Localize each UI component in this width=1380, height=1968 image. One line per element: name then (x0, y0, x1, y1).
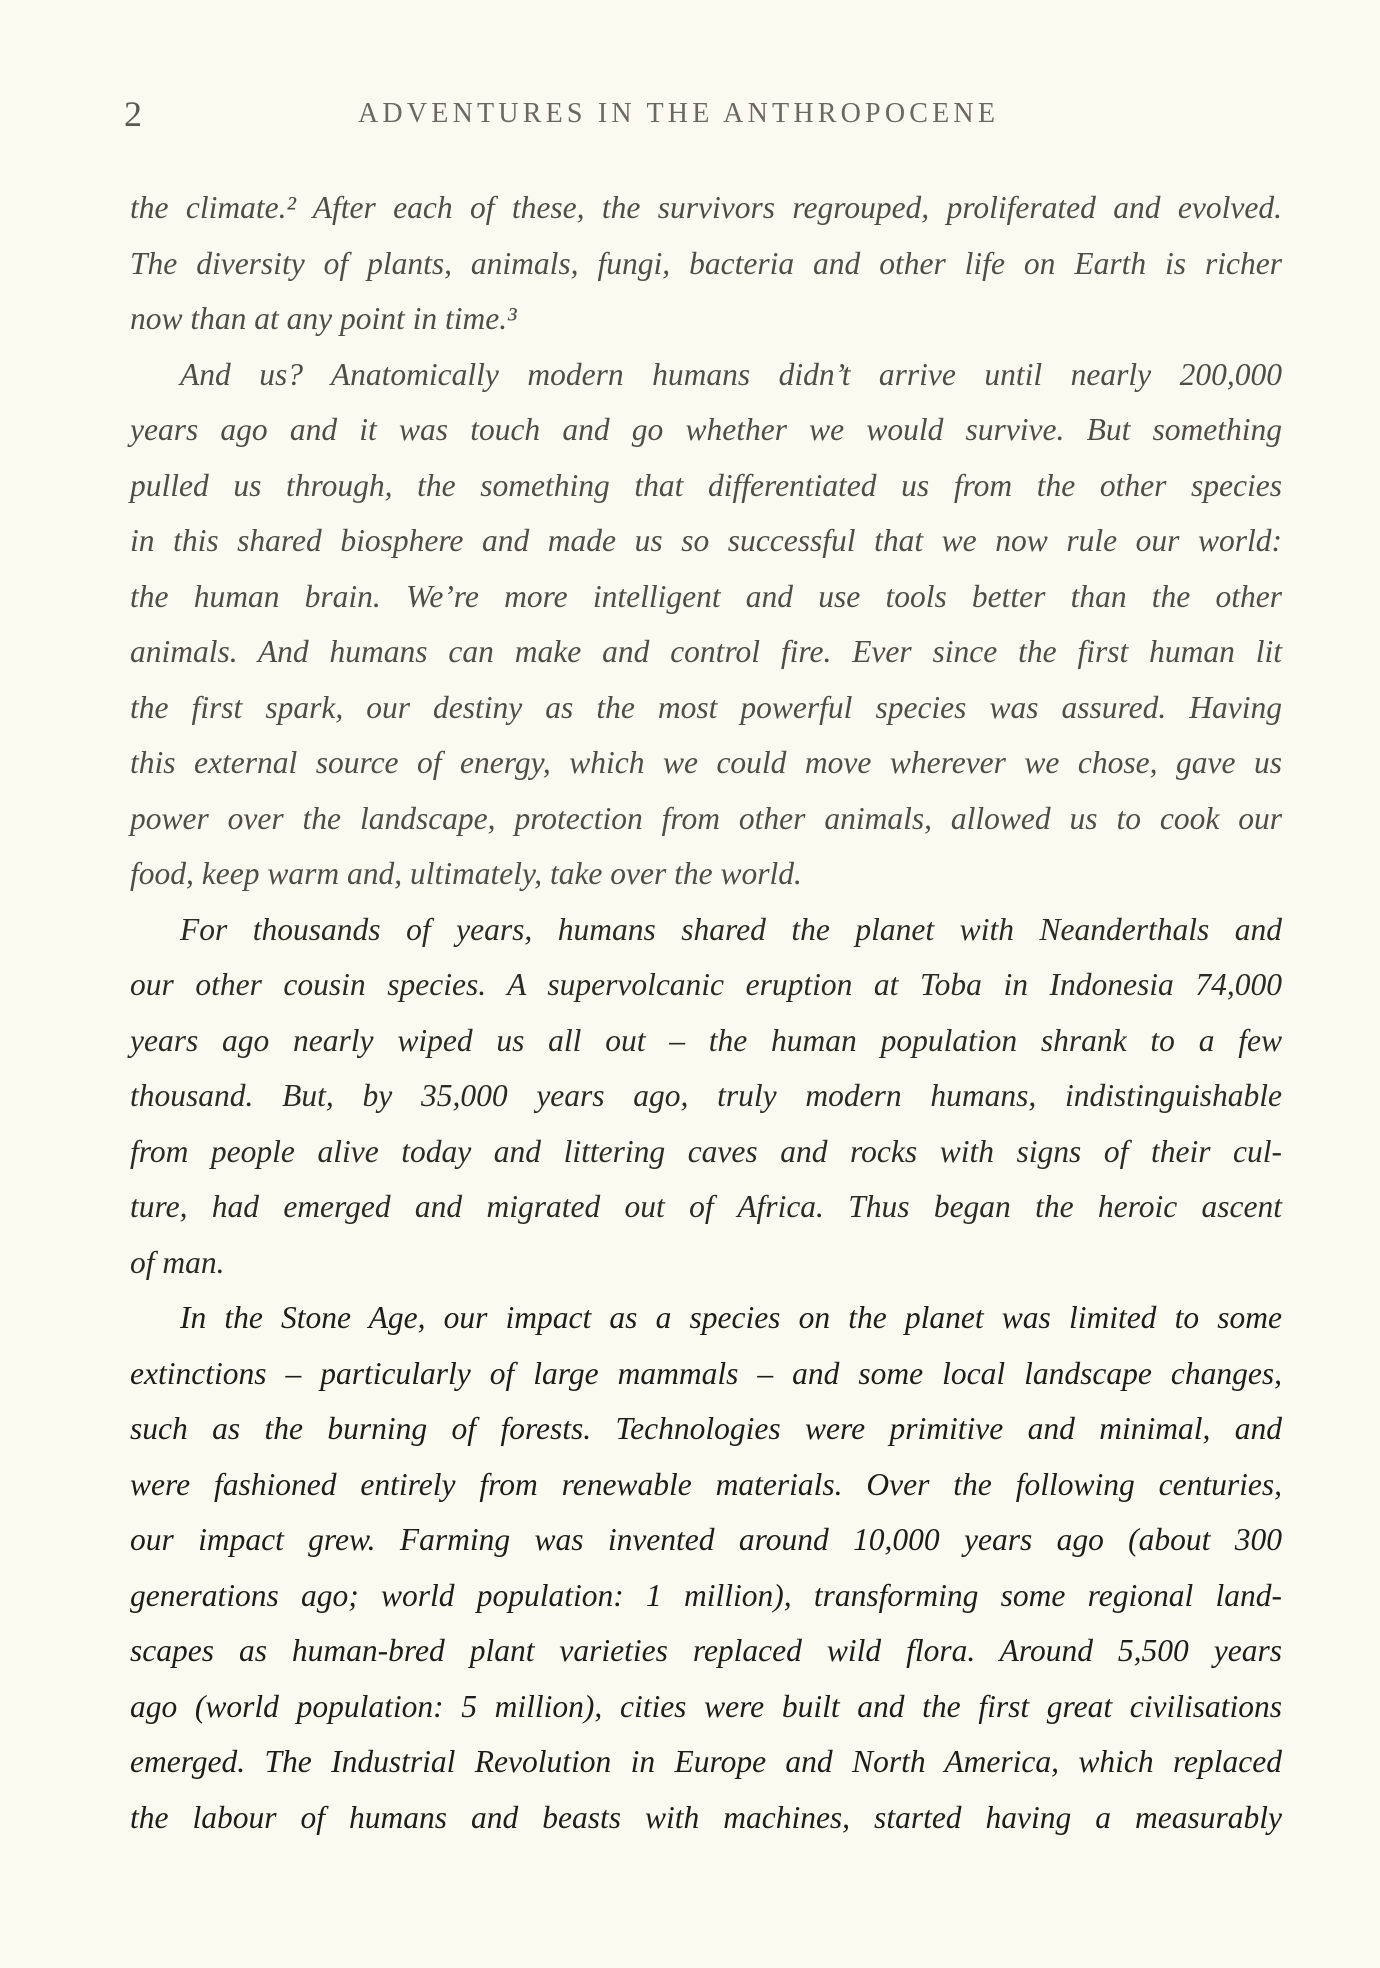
text-line: generations ago; world population: 1 million), transforming some regional land- (130, 1577, 1282, 1613)
text-line: animals. And humans can make and control fire. Ever since the first human lit (130, 634, 1282, 669)
text-line: For thousands of years, humans shared the planet with Neanderthals and (180, 911, 1282, 947)
text-line: years ago nearly wiped us all out – the human population shrank to a few (130, 1022, 1282, 1058)
paragraph-4 (130, 1290, 1282, 1845)
text-line: The diversity of plants, animals, fungi, bacteria and other life on Earth is richer (130, 245, 1282, 281)
text-line: In the Stone Age, our impact as a species on the planet was limited to some (180, 1300, 1282, 1335)
text-line: the climate.² After each of these, the survivors regrouped, proliferated and evolved. (130, 190, 1282, 225)
text-line: food, keep warm and, ultimately, take over the world. (130, 856, 802, 891)
paragraph-3 (130, 902, 1282, 1291)
text-line: of man. (130, 1244, 225, 1280)
page-number: 2 (124, 94, 142, 134)
text-line: power over the landscape, protection from other animals, allowed us to cook our (130, 800, 1282, 836)
text-line: emerged. The Industrial Revolution in Europe and North America, which replaced (130, 1744, 1282, 1779)
text-line: years ago and it was touch and go whether we would survive. But something (130, 412, 1282, 447)
paragraph-2 (130, 347, 1282, 902)
paragraph-1 (130, 180, 1282, 347)
text-line: ture, had emerged and migrated out of Africa. Thus began the heroic ascent (130, 1189, 1282, 1224)
text-line: from people alive today and littering caves and rocks with signs of their cul- (130, 1133, 1282, 1169)
text-line: our impact grew. Farming was invented around 10,000 years ago (about 300 (130, 1522, 1282, 1557)
text-line: extinctions – particularly of large mammals – and some local landscape changes, (130, 1355, 1282, 1391)
text-line: such as the burning of forests. Technologies were primitive and minimal, and (130, 1411, 1282, 1446)
text-line: our other cousin species. A supervolcanic eruption at Toba in Indonesia 74,000 (130, 967, 1282, 1002)
text-line: in this shared biosphere and made us so successful that we now rule our world: (130, 523, 1282, 558)
text-line: the first spark, our destiny as the most powerful species was assured. Having (130, 689, 1282, 725)
text-line: scapes as human-bred plant varieties replaced wild flora. Around 5,500 years (130, 1633, 1282, 1668)
text-line: this external source of energy, which we could move wherever we chose, gave us (130, 745, 1282, 780)
running-head: ADVENTURES IN THE ANTHROPOCENE (358, 98, 1000, 129)
text-line: now than at any point in time.³ (130, 301, 517, 336)
text-line: were fashioned entirely from renewable materials. Over the following centuries, (130, 1466, 1282, 1502)
body-text (130, 180, 1282, 1845)
text-line: And us? Anatomically modern humans didn’t arrive until nearly 200,000 (180, 356, 1282, 392)
text-line: the human brain. We’re more intelligent and use tools better than the other (130, 578, 1282, 614)
text-line: pulled us through, the something that differentiated us from the other species (130, 467, 1282, 503)
text-line: the labour of humans and beasts with machines, started having a measurably (130, 1799, 1282, 1835)
text-line: thousand. But, by 35,000 years ago, truly modern humans, indistinguishable (130, 1078, 1282, 1113)
text-line: ago (world population: 5 million), cities were built and the first great civilisations (130, 1688, 1282, 1724)
